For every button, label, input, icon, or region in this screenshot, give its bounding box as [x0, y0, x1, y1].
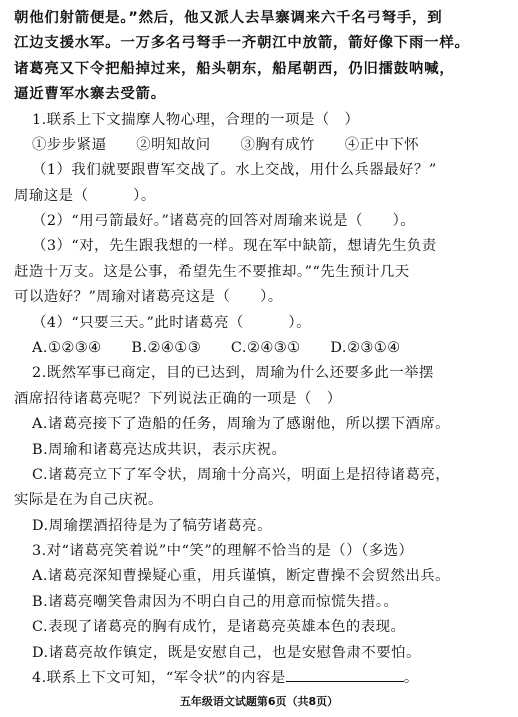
q1-sub4: （4）“只要三天。”此时诸葛亮（ ）。: [32, 315, 312, 331]
q1-choices: A.①②③④ B.②④①③ C.②④③① D.②③①④: [32, 340, 401, 356]
q2-stem-line1: 2.既然军事已商定，目的已达到，周瑜为什么还要多此一举摆: [32, 365, 434, 381]
q4-stem: [32, 668, 510, 688]
q1-sub3-line3: 可以造好？”周瑜对诸葛亮这是（ ）。: [14, 289, 283, 305]
page-footer: 五年级语文试题第6页（共8页）: [179, 695, 339, 708]
q2-option-c-line2: 实际是在为自己庆祝。: [14, 492, 163, 508]
q1-sub1-line2: 周瑜这是（ ）。: [14, 188, 156, 204]
q3-option-a: A.诸葛亮深知曹操疑心重，用兵谨慎，断定曹操不会贸然出兵。: [32, 568, 451, 584]
passage-line-2: 江边支援水军。一万多名弓弩手一齐朝江中放箭，箭好像下雨一样。: [14, 35, 470, 51]
q1-stem: 1.联系上下文揣摩人物心理，合理的一项是（ ）: [32, 112, 360, 128]
q1-sub3-line1: （3）“对，先生跟我想的一样。现在军中缺箭，想请先生负责: [32, 238, 437, 254]
q2-option-b: B.周瑜和诸葛亮达成共识，表示庆祝。: [32, 442, 287, 458]
q3-option-b: B.诸葛亮嘲笑鲁肃因为不明白自己的用意而惊慌失措。。: [32, 594, 399, 610]
q1-sub3-line2: 赶造十万支。这是公事，希望先生不要推却。”“先生预计几天: [14, 264, 410, 280]
q2-option-d: D.周瑜摆酒招待是为了犒劳诸葛亮。: [32, 518, 272, 534]
q2-stem-line2: 酒席招待诸葛亮呢？下列说法正确的一项是（ ）: [14, 391, 342, 407]
q3-option-d: D.诸葛亮故作镇定，既是安慰自己，也是安慰鲁肃不要怕。: [32, 645, 421, 661]
q2-option-a: A.诸葛亮接下了造船的任务，周瑜为了感谢他，所以摆下酒席。: [32, 416, 451, 432]
q1-sub1-line1: （1）我们就要跟曹军交战了。水上交战，用什么兵器最好？”: [32, 162, 437, 178]
q4-end-punct: 。: [403, 670, 419, 686]
q3-stem: 3.对“诸葛亮笑着说”中“笑”的理解不恰当的是（）（多选）: [32, 543, 414, 559]
passage-line-3: 诸葛亮又下令把船掉过来，船头朝东，船尾朝西，仍旧擂鼓呐喊，: [14, 61, 455, 77]
q1-options: ①步步紧逼 ②明知故问 ③胸有成竹 ④正中下怀: [32, 137, 420, 153]
q4-answer-blank[interactable]: [286, 669, 404, 682]
q1-sub2: （2）“用弓箭最好。”诸葛亮的回答对周瑜来说是（ ）。: [32, 213, 416, 229]
passage-line-1: 朝他们射箭便是。”然后，他又派人去旱寨调来六千名弓弩手，到: [14, 10, 443, 26]
q3-option-c: C.表现了诸葛亮的胸有成竹，是诸葛亮英雄本色的表现。: [32, 619, 406, 635]
q2-option-c-line1: C.诸葛亮立下了军令状，周瑜十分高兴，明面上是招待诸葛亮，: [32, 467, 451, 483]
q4-stem-text: 4.联系上下文可知，“军令状”的内容是: [32, 670, 286, 686]
passage-line-4: 逼近曹军水寨去受箭。: [14, 86, 166, 102]
